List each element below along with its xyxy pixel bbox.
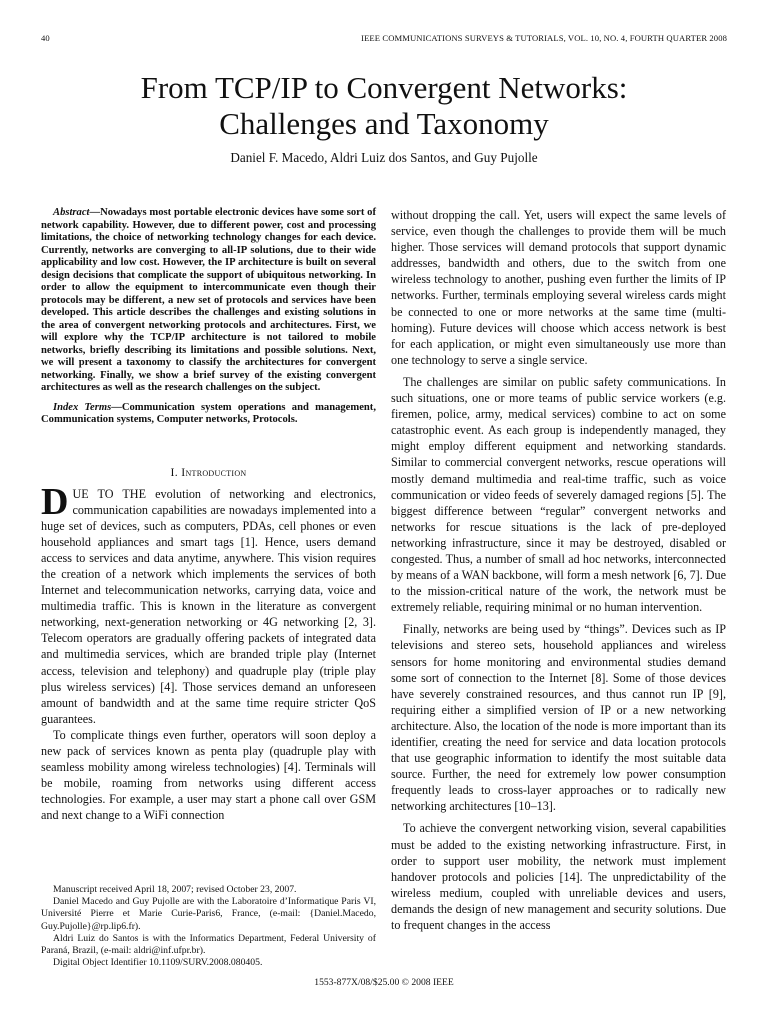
right-paragraph-public-safety: The challenges are similar on public safety communications. In such situations, one or more teams of public service workers (e.g. firemen, police, army, medical services) combine to act on some catastrophic event. As each group is independently managed, they might employ different equipment and networking standards. Similar to commercial convergent networks, rescue operations will mostly demand multimedia and real-time traffic, such as voice communication or video feeds of severely damaged regions [5]. The biggest difference between “regular” convergent networks and networks for rescue situations is the lack of pre-deployed networking infrastructure, since it may be destroyed, disabled or congested. Thus, a number of small ad hoc networks, interconnected by means of a WAN backbone, will form a mesh network [6, 7]. Due to the mission-critical nature of the work, the network must be extremely reliable, requiring minimal or no human intervention. xyxy=(391,374,726,615)
right-paragraph-vision: To achieve the convergent networking vision, several capabilities must be added to the existing networking infrastructure. First, in order to support user mobility, the network must implement handover protocols and policies [14]. The unpredictability of the wireless medium, coupled with unreliable devices and users, demands the design of new management and security solutions. Due to frequent changes in the access xyxy=(391,821,726,933)
index-terms xyxy=(41,402,376,427)
footnote-doi: Digital Object Identifier 10.1109/SURV.2008.080405. xyxy=(53,957,263,969)
title-line-1: From TCP/IP to Convergent Networks: xyxy=(140,70,628,105)
section-heading-introduction: I. Introduction xyxy=(170,464,247,479)
footnote-manuscript: Manuscript received April 18, 2007; revised October 23, 2007. xyxy=(53,884,297,895)
authors: Daniel F. Macedo, Aldri Luiz dos Santos, and Guy Pujolle xyxy=(230,150,538,165)
abstract-text: —Nowadays most portable electronic devices have some sort of network capability. However, due to different power, cost and processing limitations, the choice of networking technology changes for each device. Currently, networks are converging to all-IP solutions, due to their wide applicability and low cost. However, the IP architecture is built on several design decisions that complicate the support of ubiquitous networking. In order to allow the equipment to intercommunicate even though their protocols may be different, a new set of protocols and services have been developed. This article describes the challenges and existing solutions in the area of convergent networking protocols and architectures. First, we will explore why the TCP/IP architecture is not tailored to mobile networks, briefly describing its limitations and possible solutions. Next, we will present a taxonomy to classify the architectures for convergent networking. Finally, we show a brief survey of the existing convergent architectures as well as the research challenges on the subject. xyxy=(41,207,376,393)
right-column xyxy=(391,207,726,933)
intro-paragraph-1 xyxy=(41,480,376,727)
intro-paragraph-1-text: UE TO THE evolution of networking and electronics, communication capabilities are nowadays implemented into a huge set of devices, such as computers, PDAs, cell phones or even household appliances and smart tags [1]. Hence, users demand access to services and data anytime, anywhere. This vision requires the creation of a network which implements the services of both Internet and telecommunication networks, carrying data, voice and multimedia traffic. This is known in the literature as convergent networking, next-generation networking or 4G networking [2, 3]. Telecom operators are gradually offering packets of integrated data and multimedia services, which are branded triple play (Internet access, television and telephony) and quadruple play (triple play plus wireless services) [4]. Those services demand an unforeseen amount of bandwidth and at the same time require stricter QoS guarantees. xyxy=(41,486,376,726)
footnote-affiliation-1: Daniel Macedo and Guy Pujolle are with the Laboratoire d’Informatique Paris VI, Université Pierre et Marie Curie-Paris6, France, (e-mail: {Daniel.Macedo, Guy.Pujolle}@rp.lip6.fr). xyxy=(41,896,376,932)
right-paragraph-continued: without dropping the call. Yet, users will expect the same levels of service, even though the challenges to provide them will be much higher. Those services will demand protocols that support dynamic addresses, bandwidth and others, due to the switch from one wireless technology to another, pushing even further the limits of IP networks. Further, terminals employing several wireless cards might be connected to one or more networks at the same time (multi-homing). Future devices will choose which access network is best for each application, or might even simultaneously use more than one technology to serve a single service. xyxy=(391,208,726,367)
journal-header: IEEE COMMUNICATIONS SURVEYS & TUTORIALS, VOL. 10, NO. 4, FOURTH QUARTER 2008 xyxy=(361,33,727,43)
left-column xyxy=(41,207,376,823)
copyright-footer: 1553-877X/08/$25.00 © 2008 IEEE xyxy=(314,977,454,988)
abstract-label: Abstract xyxy=(53,207,90,218)
footnotes xyxy=(41,884,376,969)
index-terms-label: Index Terms xyxy=(53,401,112,413)
footnote-affiliation-2: Aldri Luiz do Santos is with the Informatics Department, Federal University of Paraná, Brazil, (e-mail: aldri@inf.ufpr.br). xyxy=(41,932,376,957)
index-terms-text: —Communication system operations and management, Communication systems, Computer networks, Protocols. xyxy=(41,401,376,425)
paper-title xyxy=(0,70,768,142)
page-number: 40 xyxy=(41,33,50,43)
right-paragraph-things: Finally, networks are being used by “things”. Devices such as IP televisions and stereo sets, household appliances and wireless sensors for home monitoring and environmental studies demand some sort of connection to the Internet [8]. Some of those devices have severely constrained resources, and thus cannot run IP [9], requiring either a simplified version of IP or a new networking architecture. Also, the location of the node is more important than its identifier, creating the need for service and data location protocols that use geographic information to identify the most suitable data source. Further, the need for extremely low power consumption frequently leads to cross-layer approaches or to radically new networking architectures [10–13]. xyxy=(391,622,726,814)
abstract xyxy=(41,207,376,395)
intro-paragraph-2: To complicate things even further, operators will soon deploy a new pack of services known as penta play (quadruple play with seamless mobility among wireless technologies) [4]. Terminals will be mobile, roaming from networks using different access technologies. For example, a user may start a phone call over GSM and next change to a WiFi connection xyxy=(41,727,376,823)
drop-cap: D xyxy=(41,480,69,523)
running-head xyxy=(41,33,727,43)
title-line-2: Challenges and Taxonomy xyxy=(219,106,549,141)
